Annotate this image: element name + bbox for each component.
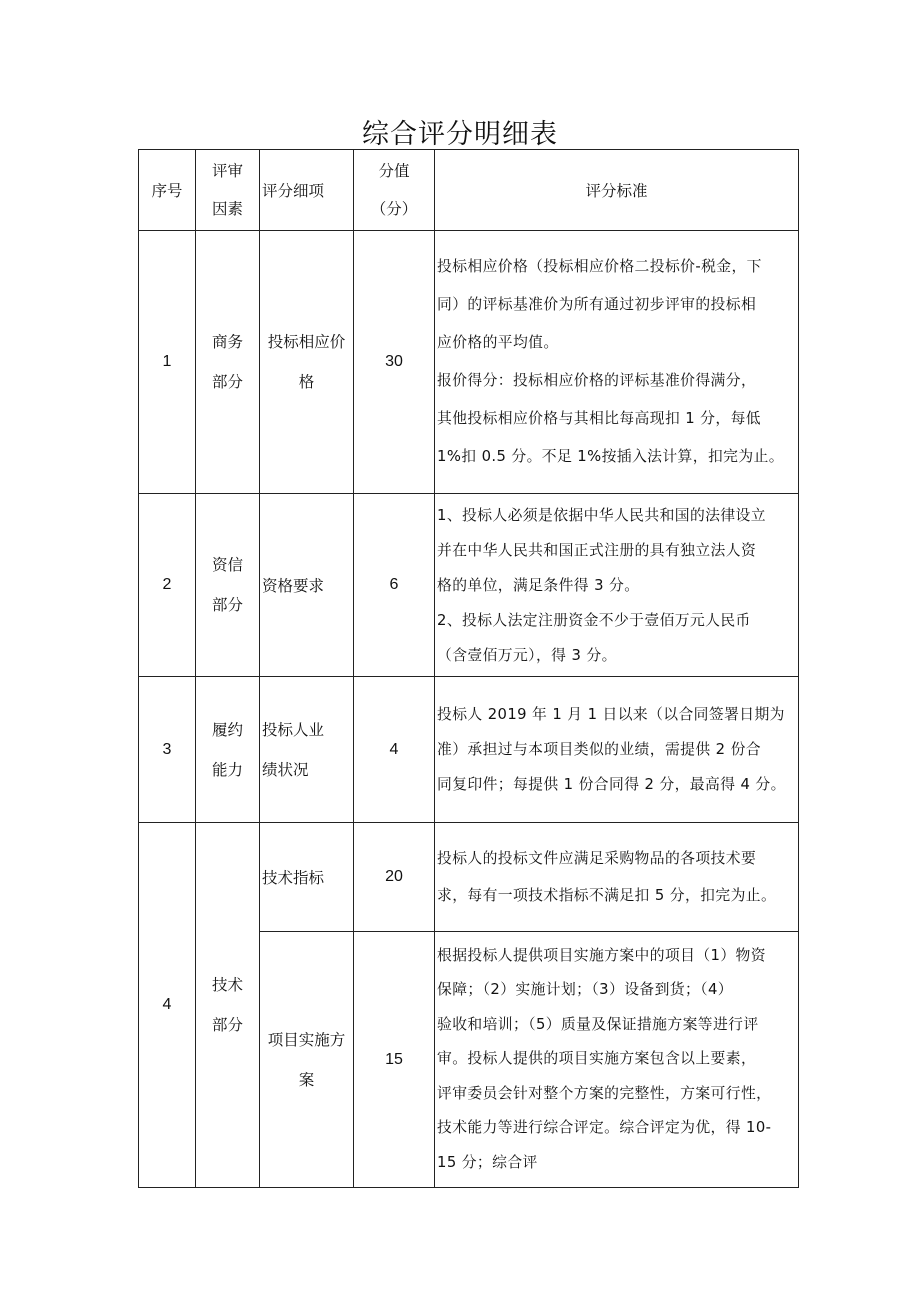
row-item: 技术指标 [260, 823, 354, 932]
row-score: 4 [354, 677, 435, 823]
table-row [139, 231, 799, 494]
header-row [139, 150, 799, 231]
table-row [139, 677, 799, 823]
row-factor: 商务 部分 [196, 231, 260, 494]
row-item: 项目实施方 案 [260, 932, 354, 1188]
row-score: 6 [354, 494, 435, 677]
header-item: 评分细项 [260, 150, 354, 231]
row-seq: 3 [139, 677, 196, 823]
row-factor: 履约 能力 [196, 677, 260, 823]
row-factor: 技术 部分 [196, 823, 260, 1188]
page-title: 综合评分明细表 [362, 119, 558, 150]
row-standard: 投标人的投标文件应满足采购物品的各项技术要 求，每有一项技术指标不满足扣 5 分，扣完为止。 [435, 823, 799, 932]
row-seq: 4 [139, 823, 196, 1188]
row-score: 30 [354, 231, 435, 494]
header-factor: 评审 因素 [196, 150, 260, 231]
row-standard: 投标相应价格（投标相应价格二投标价-税金，下 同）的评标基准价为所有通过初步评审的投标相 应价格的平均值。 报价得分：投标相应价格的评标基准价得满分， 其他投标相应价格与其相比每高现扣 1 分，每低 1%扣 0.5 分。不足 1%按插入法计算，扣完为止。 [435, 231, 799, 494]
row-standard: 根据投标人提供项目实施方案中的项目（1）物资 保障；（2）实施计划；（3）设备到货；（4） 验收和培训；（5）质量及保证措施方案等进行评 审。投标人提供的项目实施方案包含以上要素， 评审委员会针对整个方案的完整性，方案可行性， 技术能力等进行综合评定。综合评定为优，得 10- 15 分；综合评 [435, 932, 799, 1188]
header-seq: 序号 [139, 150, 196, 231]
table-row [139, 494, 799, 677]
row-item: 资格要求 [260, 494, 354, 677]
header-standard: 评分标准 [435, 150, 799, 231]
row-standard: 1、投标人必须是依据中华人民共和国的法律设立 并在中华人民共和国正式注册的具有独立法人资 格的单位，满足条件得 3 分。 2、投标人法定注册资金不少于壹佰万元人民币 （含壹佰万元），得 3 分。 [435, 494, 799, 677]
header-score: 分值 （分） [354, 150, 435, 231]
row-seq: 2 [139, 494, 196, 677]
row-standard: 投标人 2019 年 1 月 1 日以来（以合同签署日期为 准）承担过与本项目类似的业绩，需提供 2 份合 同复印件；每提供 1 份合同得 2 分，最高得 4 分。 [435, 677, 799, 823]
row-seq: 1 [139, 231, 196, 494]
row-score: 20 [354, 823, 435, 932]
row-factor: 资信 部分 [196, 494, 260, 677]
row-item: 投标人业 绩状况 [260, 677, 354, 823]
table-row [139, 823, 799, 932]
row-item: 投标相应价 格 [260, 231, 354, 494]
scoring-table [138, 149, 799, 1188]
row-score: 15 [354, 932, 435, 1188]
